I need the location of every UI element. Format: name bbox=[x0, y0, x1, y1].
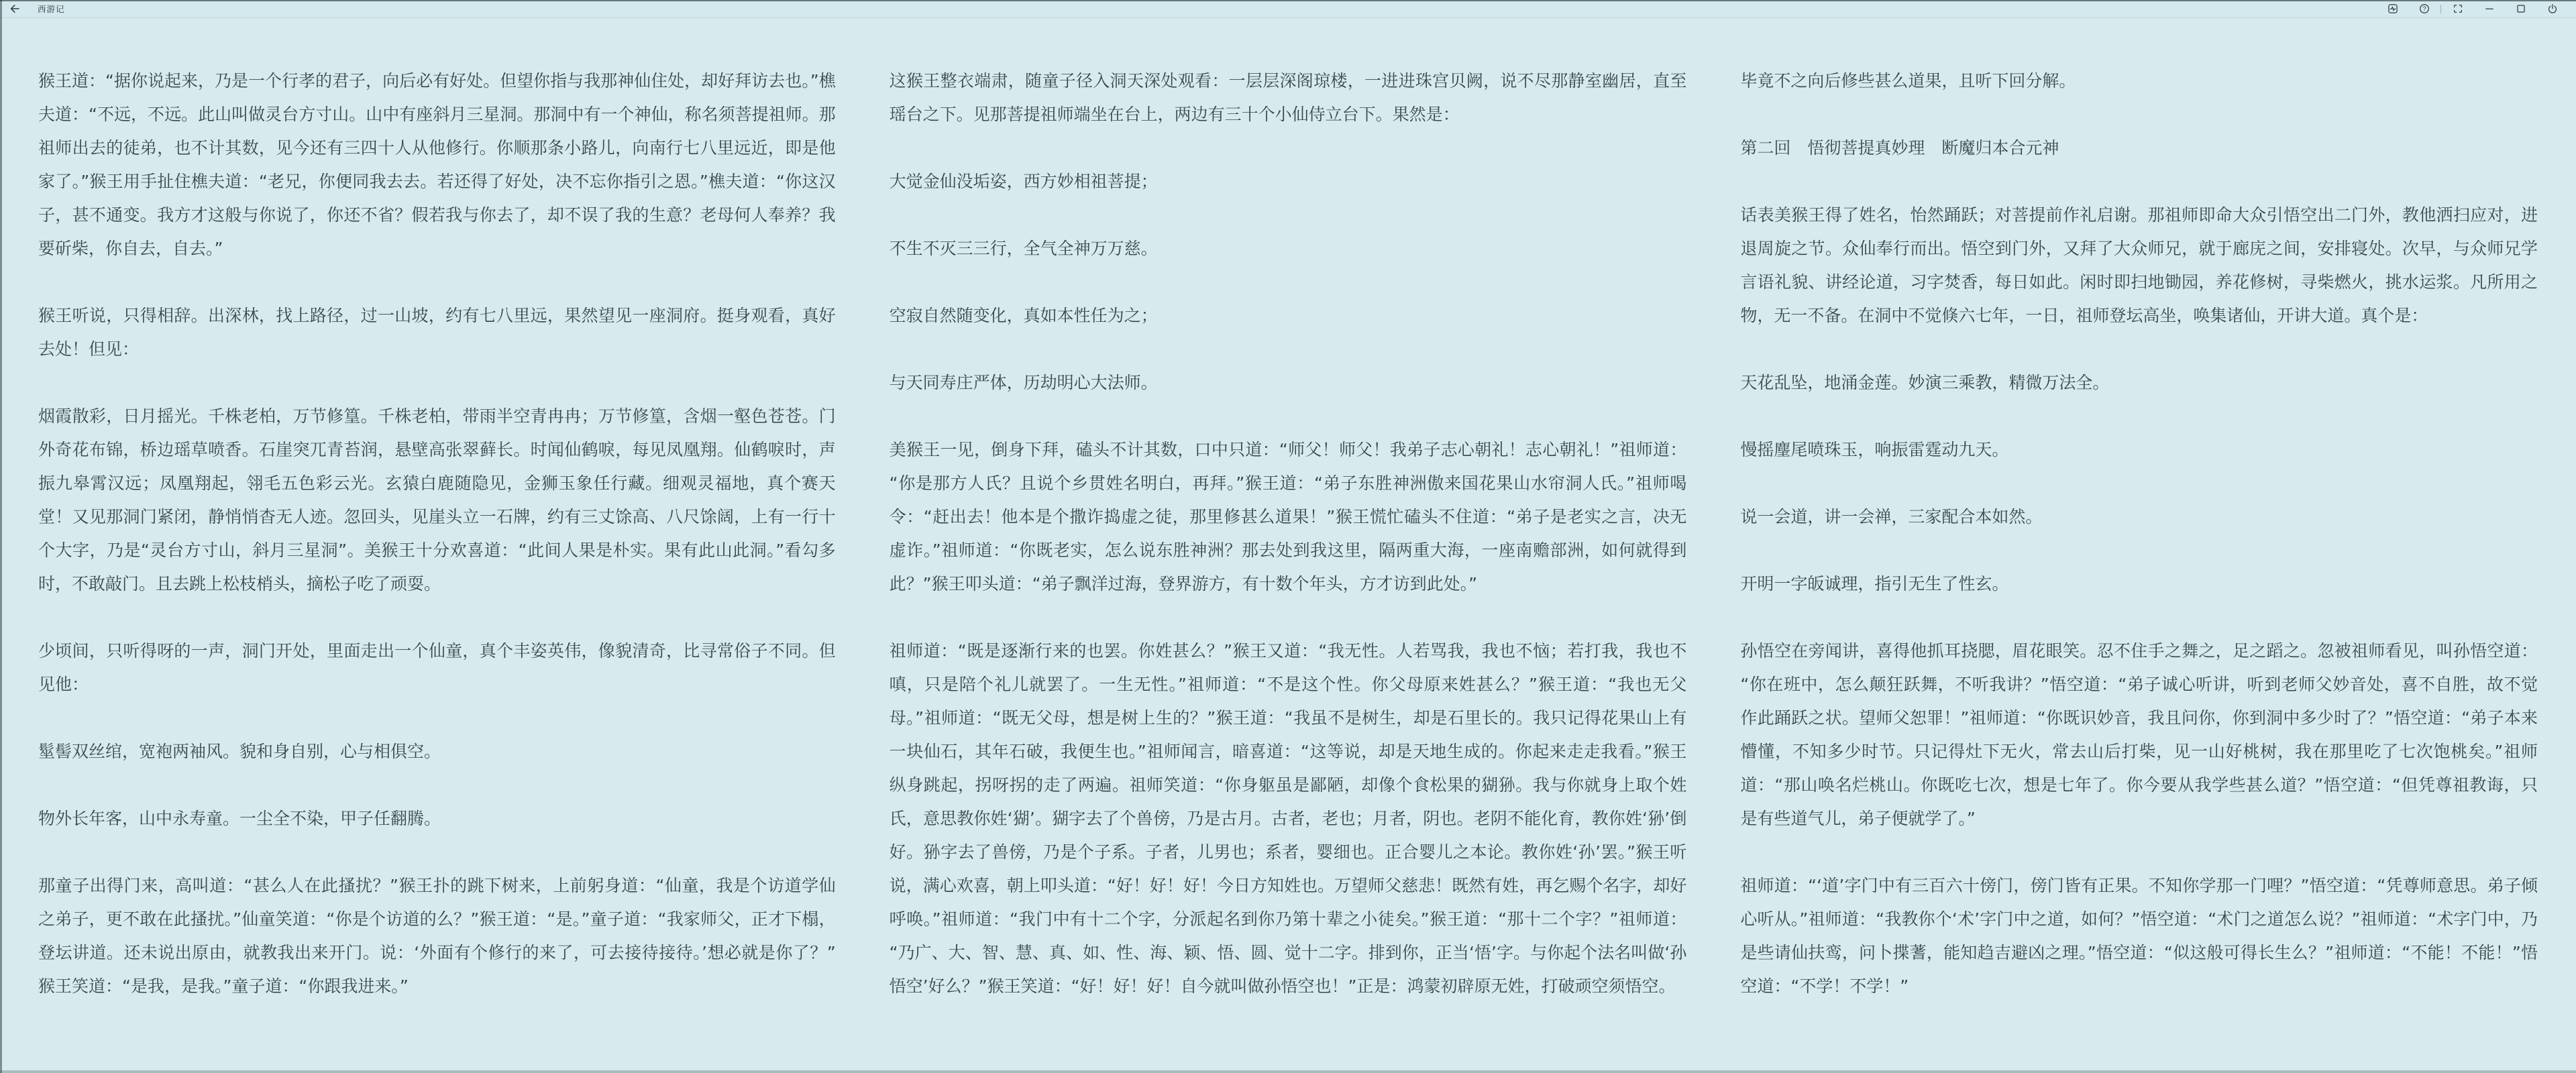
book-title: 西游记 bbox=[38, 4, 65, 14]
paragraph: 孙悟空在旁闻讲，喜得他抓耳挠腮，眉花眼笑。忍不住手之舞之，足之蹈之。忽被祖师看见，叫孙悟空道：“你在班中，怎么颠狂跃舞，不听我讲？”悟空道：“弟子诚心听讲，听到老师父妙音处，喜不自胜，故不觉作此踊跃之状。望师父恕罪！”祖师道：“你既识妙音，我且问你，你到洞中多少时了？”悟空道：“弟子本来懵懂，不知多少时节。只记得灶下无火，常去山后打柴，见一山好桃树，我在那里吃了七次饱桃矣。”祖师道：“那山唤名烂桃山。你既吃七次，想是七年了。你今要从我学些甚么道？”悟空道：“但凭尊祖教诲，只是有些道气儿，弟子便就学了。” bbox=[1740, 641, 2538, 828]
text-column-1 bbox=[38, 64, 836, 1073]
power-button[interactable] bbox=[2536, 0, 2568, 17]
paragraph: 与天同寿庄严体，历劫明心大法师。 bbox=[889, 373, 1158, 392]
paragraph: 那童子出得门来，高叫道：“甚么人在此搔扰？”猴王扑的跳下树来，上前躬身道：“仙童，我是个访道学仙之弟子，更不敢在此搔扰。”仙童笑道：“你是个访道的么？”猴王道：“是。”童子道：“我家师父，正才下榻，登坛讲道。还未说出原由，就教我出来开门。说：‘外面有个修行的来了，可去接待接待。’想必就是你了？”猴王笑道：“是我，是我。”童子道：“你跟我进来。” bbox=[38, 876, 836, 996]
paragraph: 开明一字皈诚理，指引无生了性玄。 bbox=[1740, 574, 2009, 594]
paragraph: 髽髻双丝绾，宽袍两袖风。貌和身自别，心与相俱空。 bbox=[38, 742, 441, 761]
paragraph: 物外长年客，山中永寿童。一尘全不染，甲子任翻腾。 bbox=[38, 809, 441, 828]
reading-stats-pulse-icon bbox=[2387, 3, 2398, 14]
minimize-button[interactable] bbox=[2473, 0, 2505, 17]
fullscreen-icon bbox=[2453, 3, 2463, 14]
paragraph: 美猴王一见，倒身下拜，磕头不计其数，口中只道：“师父！师父！我弟子志心朝礼！志心朝礼！”祖师道：“你是那方人氏？且说个乡贯姓名明白，再拜。”猴王道：“弟子东胜神洲傲来国花果山水帘洞人氏。”祖师喝令：“赶出去！他本是个撒诈捣虚之徒，那里修甚么道果！”猴王慌忙磕头不住道：“弟子是老实之言，决无虚诈。”祖师道：“你既老实，怎么说东胜神洲？那去处到我这里，隔两重大海，一座南赡部洲，如何就得到此？”猴王叩头道：“弟子飘洋过海，登界游方，有十数个年头，方才访到此处。” bbox=[889, 440, 1687, 594]
reading-stats-button[interactable] bbox=[2377, 0, 2408, 17]
back-arrow-icon bbox=[8, 2, 21, 15]
paragraph: 这猴王整衣端肃，随童子径入洞天深处观看：一层层深阁琼楼，一进进珠宫贝阙，说不尽那静室幽居，直至瑶台之下。见那菩提祖师端坐在台上，两边有三十个小仙侍立台下。果然是： bbox=[889, 71, 1687, 124]
paragraph: 话表美猴王得了姓名，怡然踊跃；对菩提前作礼启谢。那祖师即命大众引悟空出二门外，教他洒扫应对，进退周旋之节。众仙奉行而出。悟空到门外，又拜了大众师兄，就于廊庑之间，安排寝处。次早，与众师兄学言语礼貌、讲经论道，习字焚香，每日如此。闲时即扫地锄园，养花修树，寻柴燃火，挑水运浆。凡所用之物，无一不备。在洞中不觉倏六七年，一日，祖师登坛高坐，唤集诸仙，开讲大道。真个是： bbox=[1740, 205, 2538, 325]
svg-text:?: ? bbox=[2422, 5, 2426, 13]
paragraph: 不生不灭三三行，全气全神万万慈。 bbox=[889, 239, 1158, 258]
titlebar-actions bbox=[2377, 0, 2569, 17]
paragraph: 祖师道：“既是逐渐行来的也罢。你姓甚么？”猴王又道：“我无性。人若骂我，我也不恼；若打我，我也不嗔，只是陪个礼儿就罢了。一生无性。”祖师道：“不是这个性。你父母原来姓甚么？”猴王道：“我也无父母。”祖师道：“既无父母，想是树上生的？”猴王道：“我虽不是树生，却是石里长的。我只记得花果山上有一块仙石，其年石破，我便生也。”祖师闻言，暗喜道：“这等说，却是天地生成的。你起来走走我看。”猴王纵身跳起，拐呀拐的走了两遍。祖师笑道：“你身躯虽是鄙陋，却像个食松果的猢狲。我与你就身上取个姓氏，意思教你姓‘猢’。猢字去了个兽傍，乃是古月。古者，老也；月者，阴也。老阴不能化育，教你姓‘狲’倒好。狲字去了兽傍，乃是个子系。子者，儿男也；系者，婴细也。正合婴儿之本论。教你姓‘孙’罢。”猴王听说，满心欢喜，朝上叩头道：“好！好！好！今日方知姓也。万望师父慈悲！既然有姓，再乞赐个名字，却好呼唤。”祖师道：“我门中有十二个字，分派起名到你乃第十辈之小徒矣。”猴王道：“那十二个字？”祖师道：“乃广、大、智、慧、真、如、性、海、颖、悟、圆、觉十二字。排到你，正当‘悟’字。与你起个法名叫做‘孙悟空’好么？”猴王笑道：“好！好！好！自今就叫做孙悟空也！”正是：鸿蒙初辟原无姓，打破顽空须悟空。 bbox=[889, 641, 1687, 996]
minimize-icon bbox=[2484, 3, 2495, 14]
back-button[interactable] bbox=[8, 0, 25, 17]
paragraph: 大觉金仙没垢姿，西方妙相祖菩提； bbox=[889, 172, 1158, 191]
paragraph: 猴王听说，只得相辞。出深林，找上路径，过一山坡，约有七八里远，果然望见一座洞府。挺身观看，真好去处！但见： bbox=[38, 306, 836, 359]
paragraph: 毕竟不之向后修些甚么道果，且听下回分解。 bbox=[1740, 71, 2076, 91]
paragraph: 烟霞散彩，日月摇光。千株老柏，万节修篁。千株老柏，带雨半空青冉冉；万节修篁，含烟一壑色苍苍。门外奇花布锦，桥边瑶草喷香。石崖突兀青苔润，悬壁高张翠藓长。时闻仙鹤唳，每见凤凰翔。仙鹤唳时，声振九皋霄汉远；凤凰翔起，翎毛五色彩云光。玄猿白鹿随隐见，金狮玉象任行藏。细观灵福地，真个赛天堂！又见那洞门紧闭，静悄悄杳无人迹。忽回头，见崖头立一石牌，约有三丈馀高、八尺馀阔，上有一行十个大字，乃是“灵台方寸山，斜月三星洞”。美猴王十分欢喜道：“此间人果是朴实。果有此山此洞。”看勾多时，不敢敲门。且去跳上松枝梢头，摘松子吃了顽耍。 bbox=[38, 406, 836, 594]
maximize-button[interactable] bbox=[2505, 0, 2536, 17]
paragraph: 空寂自然随变化，真如本性任为之； bbox=[889, 306, 1158, 325]
window-edge-top bbox=[0, 0, 2576, 1]
text-column-3 bbox=[1740, 64, 2538, 1073]
paragraph: 第二回 悟彻菩提真妙理 断魔归本合元神 bbox=[1740, 138, 2059, 158]
maximize-icon bbox=[2516, 3, 2526, 14]
power-icon bbox=[2547, 3, 2558, 14]
paragraph: 慢摇麈尾喷珠玉，响振雷霆动九天。 bbox=[1740, 440, 2009, 459]
titlebar-separator bbox=[2440, 5, 2441, 13]
text-column-2 bbox=[890, 64, 1687, 1073]
paragraph: 祖师道：“‘道’字门中有三百六十傍门，傍门皆有正果。不知你学那一门哩？”悟空道：“凭尊师意思。弟子倾心听从。”祖师道：“我教你个‘术’字门中之道，如何？”悟空道：“术门之道怎么说？”祖师道：“术字门中，乃是些请仙扶鸾，问卜揲蓍，能知趋吉避凶之理。”悟空道：“似这般可得长生么？”祖师道：“不能！不能！”悟空道：“不学！不学！” bbox=[1740, 876, 2538, 996]
paragraph: 少顷间，只听得呀的一声，洞门开处，里面走出一个仙童，真个丰姿英伟，像貌清奇，比寻常俗子不同。但见他： bbox=[38, 641, 836, 694]
help-button[interactable] bbox=[2408, 0, 2440, 17]
fullscreen-button[interactable] bbox=[2442, 0, 2473, 17]
paragraph: 说一会道，讲一会禅，三家配合本如然。 bbox=[1740, 507, 2043, 526]
paragraph: 天花乱坠，地涌金莲。妙演三乘教，精微万法全。 bbox=[1740, 373, 2110, 392]
paragraph: 猴王道：“据你说起来，乃是一个行孝的君子，向后必有好处。但望你指与我那神仙住处，却好拜访去也。”樵夫道：“不远，不远。此山叫做灵台方寸山。山中有座斜月三星洞。那洞中有一个神仙，称名须菩提祖师。那祖师出去的徒弟，也不计其数，见今还有三四十人从他修行。你顺那条小路儿，向南行七八里远近，即是他家了。”猴王用手扯住樵夫道：“老兄，你便同我去去。若还得了好处，决不忘你指引之恩。”樵夫道：“你这汉子，甚不通变。我方才这般与你说了，你还不省？假若我与你去了，却不误了我的生意？老母何人奉养？我要斫柴，你自去，自去。” bbox=[38, 71, 836, 258]
titlebar bbox=[0, 0, 2576, 18]
window-edge-bottom bbox=[0, 1070, 2576, 1073]
help-icon bbox=[2419, 3, 2430, 14]
reading-area[interactable] bbox=[0, 18, 2576, 1073]
window-edge-left bbox=[0, 0, 2, 1073]
